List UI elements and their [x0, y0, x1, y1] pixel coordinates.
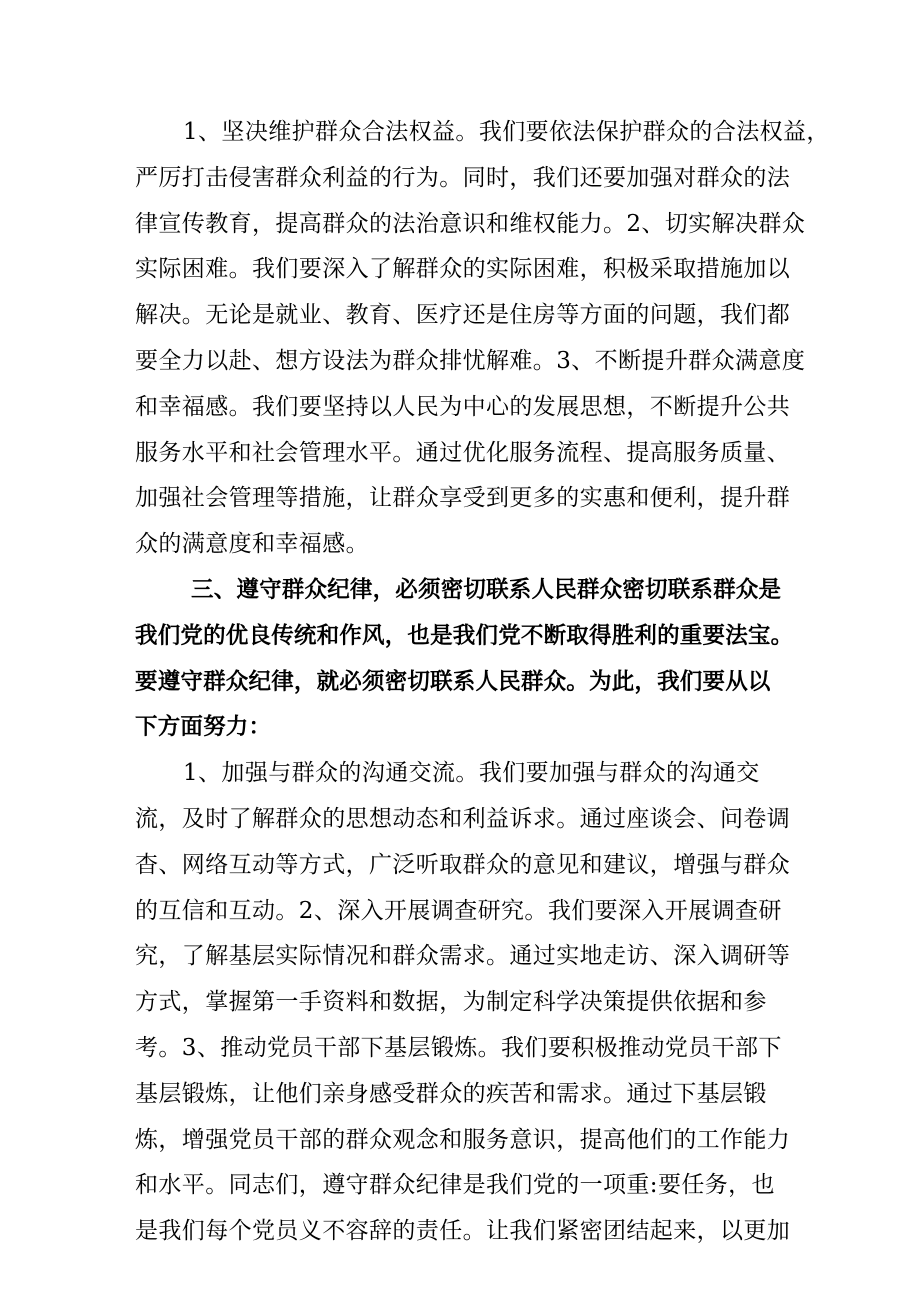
- document-body: [135, 110, 830, 1255]
- text-line: 加强社会管理等措施，让群众享受到更多的实惠和便利，提升群: [135, 485, 791, 512]
- text-line: 和水平。同志们，遵守群众纪律是我们党的一项重:要任务，也: [135, 1172, 775, 1199]
- heading-line: 三、遵守群众纪律，必须密切联系人民群众密切联系群众是: [191, 576, 782, 603]
- text-line: 基层锻炼，让他们亲身感受群众的疾苦和需求。通过下基层锻: [135, 1080, 767, 1107]
- text-line: 杳、网络互动等方式，广泛听取群众的意见和建议，增强与群众: [135, 851, 791, 878]
- text-line: 严厉打击侵害群众利益的行为。同时，我们还要加强对群众的法: [135, 164, 791, 191]
- text-line: 解决。无论是就业、教育、医疗还是住房等方面的问题，我们都: [135, 302, 791, 329]
- text-line: 和幸福感。我们要坚持以人民为中心的发展思想，不断提升公共: [135, 393, 791, 420]
- text-line: 服务水平和社会管理水平。通过优化服务流程、提高服务质量、: [135, 439, 791, 466]
- text-line: 要全力以赴、想方设法为群众排忧解难。3、不断提升群众满意度: [135, 347, 806, 374]
- text-line: 是我们每个党员义不容辞的责任。让我们紧密团结起来，以更加: [135, 1218, 791, 1245]
- heading-line: 我们党的优良传统和作风，也是我们党不断取得胜利的重要法宝。: [135, 622, 794, 649]
- paragraph-group-2: [135, 751, 795, 1255]
- text-line: 1、坚决维护群众合法权益。我们要依法保护群众的合法权益，: [183, 119, 830, 145]
- text-line: 实际困难。我们要深入了解群众的实际困难，积极采取措施加以: [135, 256, 791, 283]
- section-heading-3: [135, 568, 795, 751]
- text-line: 律宣传教育，提高群众的法治意识和维权能力。2、切实解决群众: [135, 210, 806, 237]
- text-line: 方式，掌握第一手资料和数据，为制定科学决策提供依据和参: [135, 989, 767, 1016]
- text-line: 考。3、推动党员干部下基层锻炼。我们要积极推动党员干部下: [135, 1034, 782, 1061]
- text-line: 流，及时了解群众的思想动态和利益诉求。通过座谈会、问卷调: [135, 805, 791, 832]
- heading-line: 要遵守群众纪律，就必须密切联系人民群众。为此，我们要从以: [135, 668, 771, 695]
- text-line: 究，了解基层实际情况和群众需求。通过实地走访、深入调研等: [135, 943, 791, 970]
- text-line: 众的满意度和幸福感。: [135, 531, 369, 558]
- paragraph-group-1: [135, 110, 830, 568]
- heading-line: 下方面努力：: [135, 714, 272, 741]
- text-line: 炼，增强党员干部的群众观念和服务意识，提高他们的工作能力: [135, 1126, 791, 1153]
- text-line: 1、加强与群众的沟通交流。我们要加强与群众的沟通交: [183, 760, 760, 787]
- text-line: 的互信和互动。2、深入开展调查研究。我们要深入开展调查研: [135, 897, 782, 924]
